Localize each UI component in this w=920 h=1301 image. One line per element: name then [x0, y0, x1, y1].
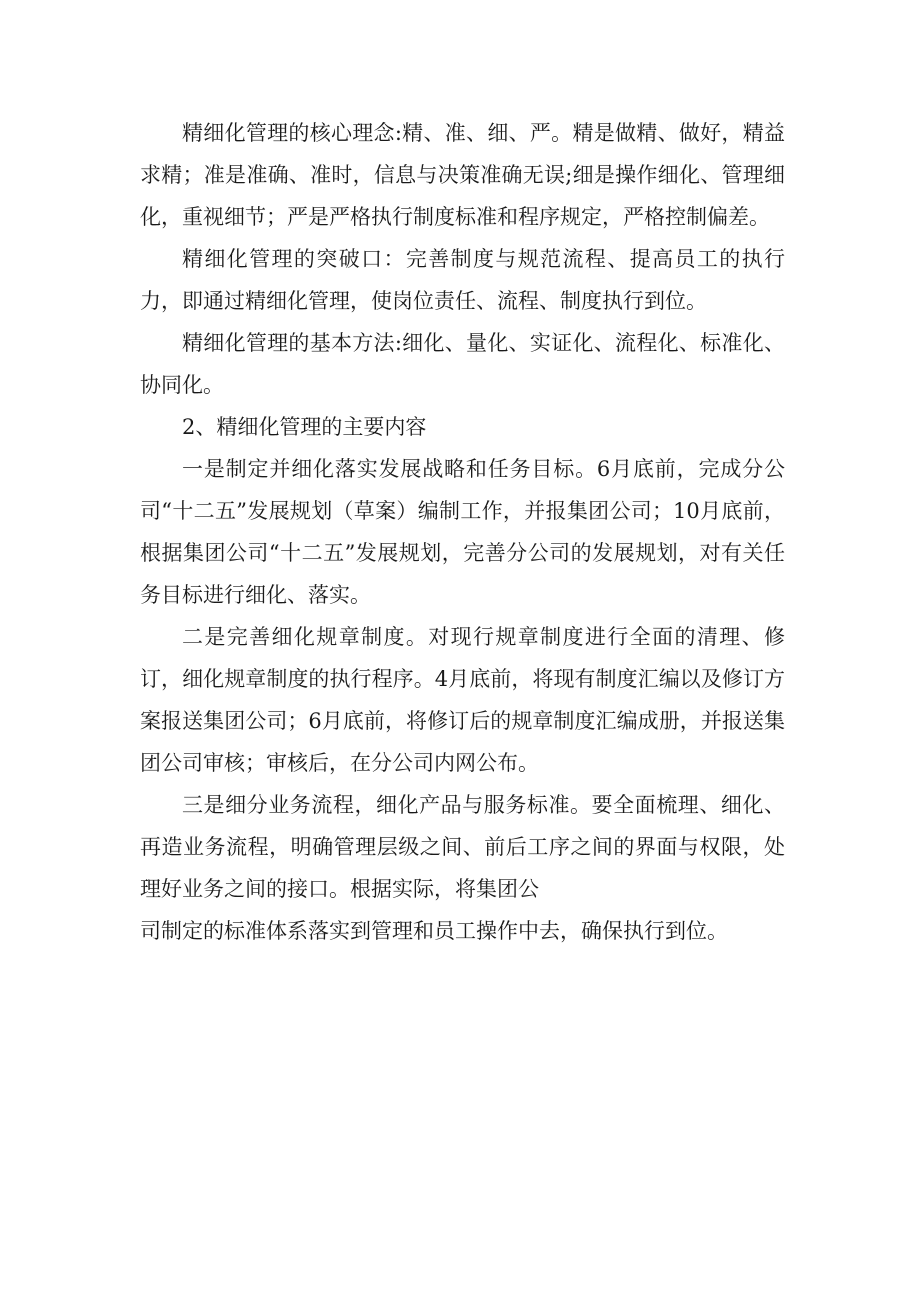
document-body: [140, 112, 785, 952]
paragraph-breakthrough: 精细化管理的突破口：完善制度与规范流程、提高员工的执行力，即通过精细化管理，使岗位责任、流程、制度执行到位。: [140, 247, 785, 313]
paragraph-strategy-goals: 一是制定并细化落实发展战略和任务目标。6月底前，完成分公司“十二五”发展规划（草案）编制工作，并报集团公司；10月底前，根据集团公司“十二五”发展规划，完善分公司的发展规划，对有关任务目标进行细化、落实。: [140, 457, 785, 607]
paragraph-business-process: 三是细分业务流程，细化产品与服务标准。要全面梳理、细化、再造业务流程，明确管理层级之间、前后工序之间的界面与权限，处理好业务之间的接口。根据实际，将集团公 司制定的标准体系落实到管理和员工操作中去，确保执行到位。: [140, 793, 785, 943]
paragraph-basic-methods: 精细化管理的基本方法:细化、量化、实证化、流程化、标准化、协同化。: [140, 331, 785, 397]
paragraph-core-concept: 精细化管理的核心理念:精、准、细、严。精是做精、做好，精益求精；准是准确、准时，信息与决策准确无误;细是操作细化、管理细化，重视细节；严是严格执行制度标准和程序规定，严格控制偏差。: [140, 121, 785, 229]
paragraph-regulations: 二是完善细化规章制度。对现行规章制度进行全面的清理、修订，细化规章制度的执行程序。4月底前，将现有制度汇编以及修订方案报送集团公司；6月底前，将修订后的规章制度汇编成册，并报送集团公司审核；审核后，在分公司内网公布。: [140, 625, 785, 775]
section-heading-main-content: 2、精细化管理的主要内容: [182, 415, 427, 439]
